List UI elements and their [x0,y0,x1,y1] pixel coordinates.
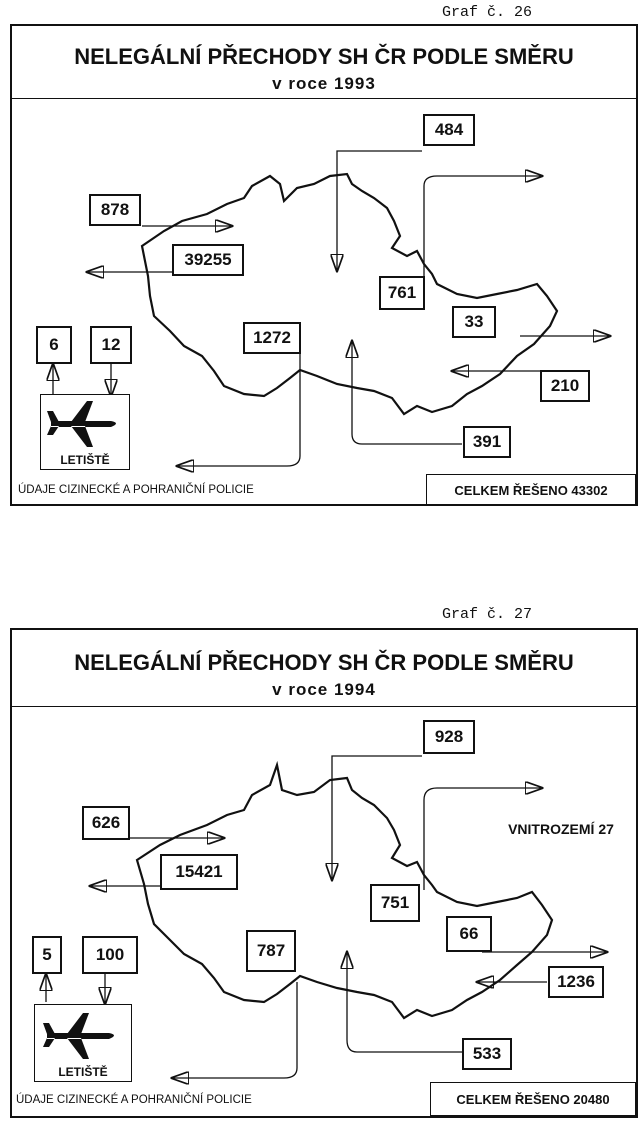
value-west-in: 626 [82,806,130,840]
chart-title: NELEGÁLNÍ PŘECHODY SH ČR PODLE SMĚRU [74,44,574,69]
airport-label: LETIŠTĚ [60,453,110,467]
border-outline [142,174,557,414]
airport-box [34,1004,132,1082]
value-southeast-in: 391 [463,426,511,458]
airport-out-value: 6 [36,326,72,364]
total-box: CELKEM ŘEŠENO 20480 [430,1082,636,1116]
airport-label: LETIŠTĚ [58,1065,108,1079]
chart-subtitle: v roce 1994 [272,680,376,699]
chart-title: NELEGÁLNÍ PŘECHODY SH ČR PODLE SMĚRU [74,650,574,675]
airport-in-value: 12 [90,326,132,364]
value-northeast-out: 761 [379,276,425,310]
value-east-in: 210 [540,370,590,402]
value-west-out: 39255 [172,244,244,276]
source-note: ÚDAJE CIZINECKÉ A POHRANIČNÍ POLICIE [16,1094,252,1106]
value-west-out: 15421 [160,854,238,890]
graf-label: Graf č. 26 [442,4,533,21]
airplane-icon [35,1005,131,1063]
value-north-in: 928 [423,720,475,754]
source-note: ÚDAJE CIZINECKÉ A POHRANIČNÍ POLICIE [18,484,254,496]
value-southeast-in: 533 [462,1038,512,1070]
value-south-out: 1272 [243,322,301,354]
chart-subtitle: v roce 1993 [272,74,376,93]
value-east-out: 33 [452,306,496,338]
value-east-in: 1236 [548,966,604,998]
value-east-out: 66 [446,916,492,952]
value-north-in: 484 [423,114,475,146]
total-box: CELKEM ŘEŠENO 43302 [426,474,636,506]
value-south-out: 787 [246,930,296,972]
airport-out-value: 5 [32,936,62,974]
airport-in-value: 100 [82,936,138,974]
chart-panel-1994 [10,628,638,1118]
border-outline [137,765,552,1018]
value-northeast-out: 751 [370,884,420,922]
chart-panel-1993 [10,24,638,506]
value-west-in: 878 [89,194,141,226]
inland-value: VNITROZEMÍ 27 [508,821,614,837]
airport-box [40,394,130,470]
graf-label: Graf č. 27 [442,606,533,623]
airplane-icon [41,395,129,451]
